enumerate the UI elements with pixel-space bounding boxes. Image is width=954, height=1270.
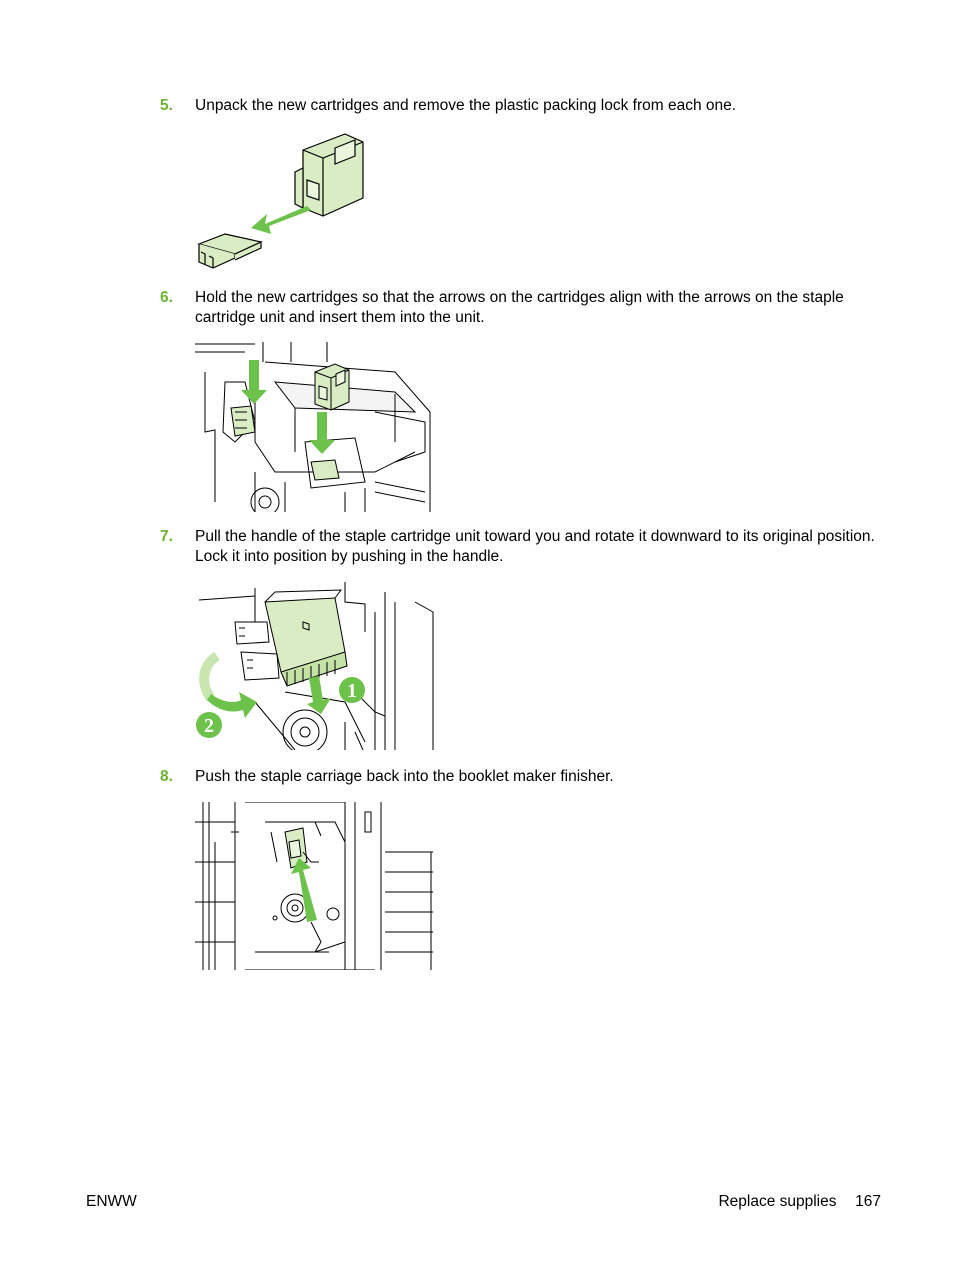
footer-page-number: 167 bbox=[855, 1193, 881, 1210]
step-text: Pull the handle of the staple cartridge unit toward you and rotate it downward to its original position. Lock it into position by pushing in the handle. bbox=[195, 528, 875, 565]
callout-2: 2 bbox=[204, 715, 214, 737]
rotate-handle-illustration bbox=[195, 582, 435, 750]
push-carriage-illustration bbox=[195, 802, 435, 970]
insert-cartridges-illustration bbox=[195, 342, 435, 512]
step-text: Unpack the new cartridges and remove the plastic packing lock from each one. bbox=[195, 97, 737, 114]
footer-right bbox=[718, 1193, 881, 1211]
footer-section: Replace supplies bbox=[718, 1193, 837, 1210]
step-number: 6. bbox=[160, 289, 173, 306]
unpack-cartridge-illustration bbox=[195, 128, 375, 278]
step-text: Hold the new cartridges so that the arrows on the cartridges align with the arrows on the staple cartridge unit and insert them into the unit. bbox=[195, 289, 844, 326]
step-number: 7. bbox=[160, 528, 173, 545]
step-text: Push the staple carriage back into the booklet maker finisher. bbox=[195, 768, 614, 785]
footer-left: ENWW bbox=[86, 1193, 137, 1210]
step-number: 5. bbox=[160, 97, 173, 114]
callout-1: 1 bbox=[347, 680, 357, 702]
step-number: 8. bbox=[160, 768, 173, 785]
